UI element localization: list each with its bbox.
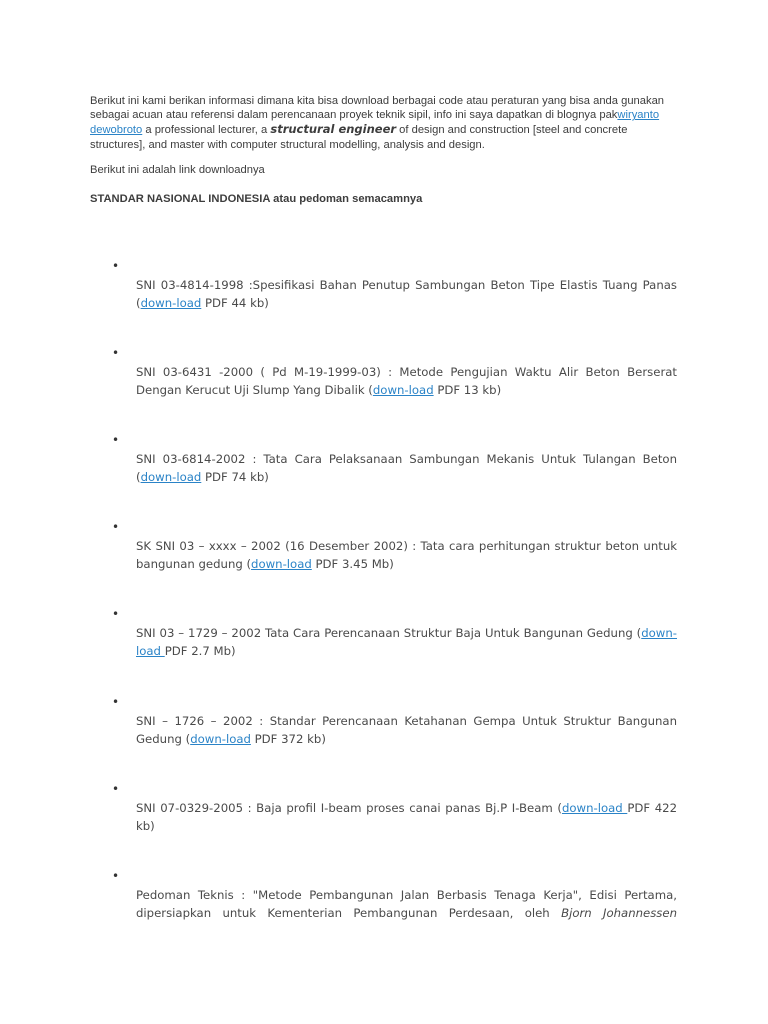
download-link[interactable]: down-load bbox=[251, 556, 312, 571]
list-item bbox=[136, 887, 677, 922]
download-link[interactable]: down-load bbox=[140, 469, 202, 484]
intro-emphasis: structural engineer bbox=[270, 122, 397, 137]
item-author: Bjorn Johannessen bbox=[561, 905, 677, 920]
bullet-icon: • bbox=[112, 520, 120, 534]
bullet-icon: • bbox=[112, 346, 120, 360]
download-link[interactable]: down-load bbox=[190, 731, 251, 746]
item-text: Pedoman Teknis : "Metode Pembangunan Jalan Berbasis Tenaga Kerja", Edisi Pertama, dipersiapkan untuk Kementerian Pembangunan Perdesaan, oleh bbox=[136, 888, 677, 920]
item-text: SNI 07-0329-2005 : Baja profil I-beam proses canai panas Bj.P I-Beam ( bbox=[136, 801, 562, 815]
item-text: SK SNI 03 – xxxx – 2002 (16 Desember 2002) : Tata cara perhitungan struktur beton untuk bangunan gedung ( bbox=[136, 539, 677, 571]
list-item bbox=[136, 364, 677, 399]
item-text: SNI 03-6814-2002 : Tata Cara Pelaksanaan Sambungan Mekanis Untuk Tulangan Beton ( bbox=[136, 452, 677, 484]
bullet-icon: • bbox=[112, 259, 120, 273]
item-size: PDF 13 kb) bbox=[433, 382, 502, 397]
list-item bbox=[136, 625, 677, 660]
download-link[interactable]: down-load bbox=[372, 382, 434, 397]
item-size: PDF 2.7 Mb) bbox=[164, 643, 236, 658]
list-item bbox=[136, 800, 677, 835]
item-text: SNI 03 – 1729 – 2002 Tata Cara Perencanaan Struktur Baja Untuk Bangunan Gedung ( bbox=[136, 626, 642, 640]
intro-text-1: Berikut ini kami berikan informasi dimana kita bisa download berbagai code atau peraturan yang bisa anda gunakan sebagai acuan atau referensi dalam perencanaan proyek teknik sipil, info ini saya dapatkan di blognya pak bbox=[90, 95, 665, 122]
bullet-icon: • bbox=[112, 695, 120, 709]
download-link[interactable]: down-load bbox=[140, 295, 202, 310]
download-link[interactable]: down-load bbox=[136, 626, 677, 658]
subheading: Berikut ini adalah link downloadnya bbox=[90, 164, 265, 176]
item-text: SNI 03-6431 -2000 ( Pd M-19-1999-03) : Metode Pengujian Waktu Alir Beton Berserat Dengan Kerucut Uji Slump Yang Dibalik ( bbox=[136, 365, 677, 397]
item-size: PDF 44 kb) bbox=[201, 295, 269, 310]
item-text: SNI – 1726 – 2002 : Standar Perencanaan Ketahanan Gempa Untuk Struktur Bangunan Gedung ( bbox=[136, 714, 677, 746]
item-text: SNI 03-4814-1998 :Spesifikasi Bahan Penutup Sambungan Beton Tipe Elastis Tuang Panas ( bbox=[136, 278, 677, 310]
item-size: PDF 422 kb) bbox=[136, 801, 678, 833]
list-item bbox=[136, 713, 677, 748]
bullet-icon: • bbox=[112, 869, 120, 883]
download-link[interactable]: down-load bbox=[561, 801, 628, 815]
intro-text-3: of design and construction [steel and concrete structures], and master with computer structural modelling, analysis and design. bbox=[90, 124, 628, 151]
intro-text-2: a professional lecturer, a bbox=[142, 124, 271, 137]
author-link[interactable]: wiryanto dewobroto bbox=[90, 109, 660, 137]
item-size: PDF 74 kb) bbox=[201, 469, 269, 484]
bullet-icon: • bbox=[112, 433, 120, 447]
item-size: PDF 3.45 Mb) bbox=[311, 556, 394, 571]
bullet-icon: • bbox=[112, 607, 120, 621]
list-item bbox=[136, 538, 677, 573]
list-item bbox=[136, 451, 677, 486]
list-item bbox=[136, 277, 677, 312]
section-heading: STANDAR NASIONAL INDONESIA atau pedoman semacamnya bbox=[90, 193, 423, 205]
item-size: PDF 372 kb) bbox=[250, 731, 326, 746]
intro-paragraph bbox=[90, 94, 680, 152]
bullet-icon: • bbox=[112, 782, 120, 796]
